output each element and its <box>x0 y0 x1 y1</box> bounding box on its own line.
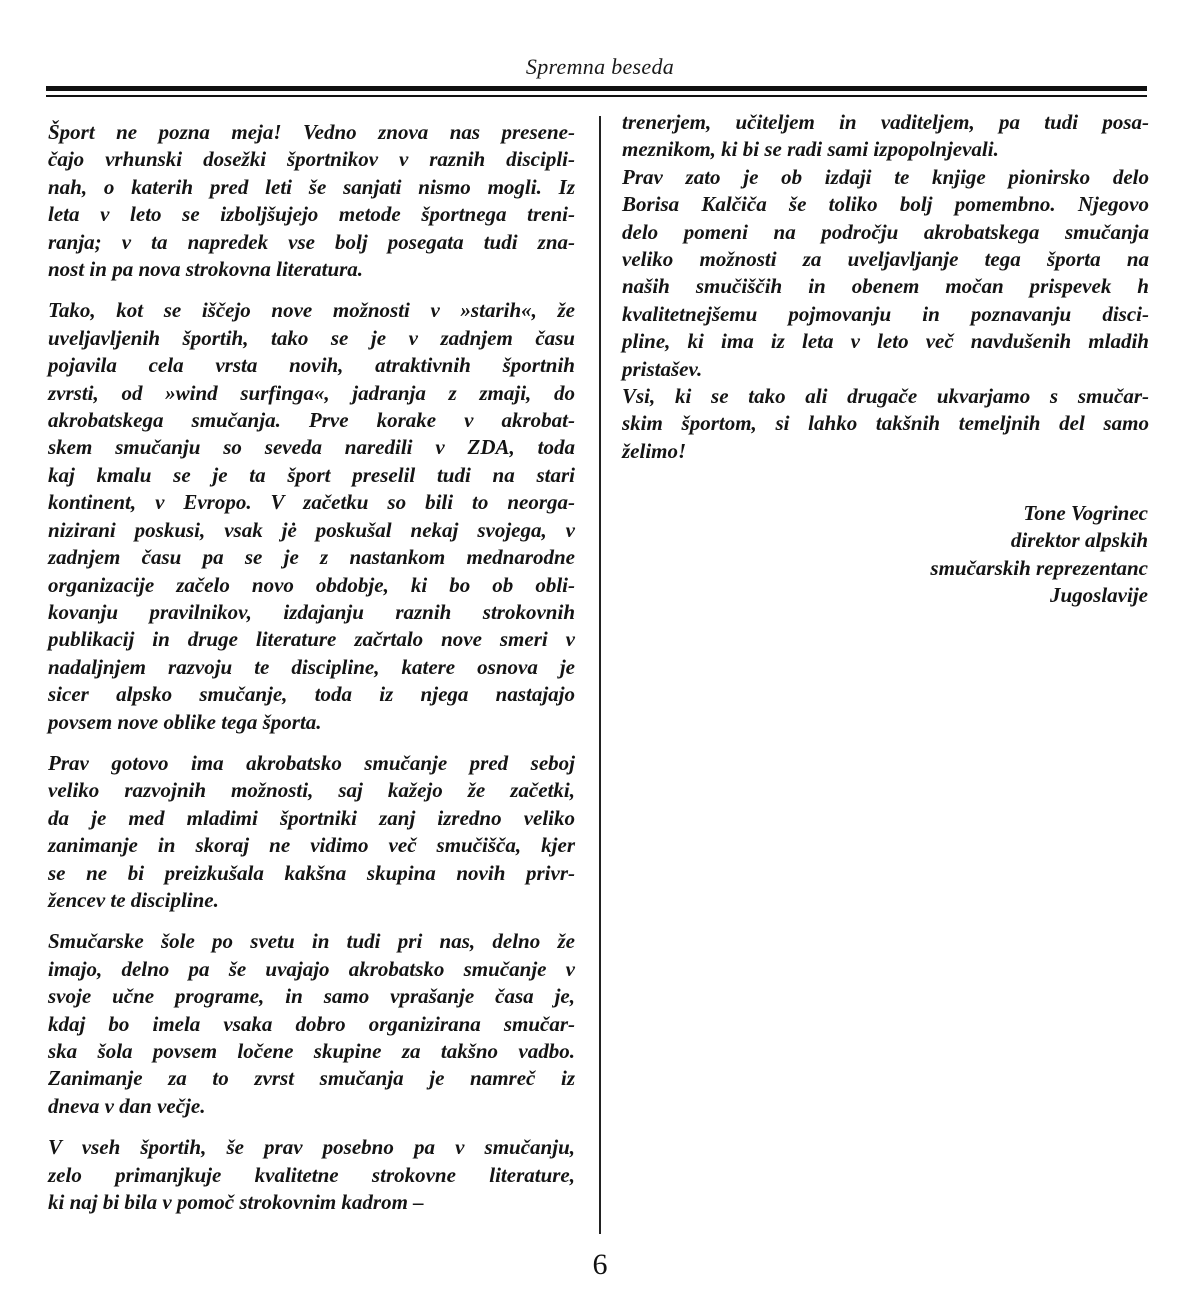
text-line: uveljavljenih športih, tako se je v zadnjem času <box>48 325 575 350</box>
text-line: žencev te discipline. <box>48 887 219 912</box>
text-line: veliko možnosti za uveljavljanje tega športa na <box>622 247 1149 272</box>
text-line: Zanimanje za to zvrst smučanja je namreč iz <box>48 1066 575 1091</box>
text-line: meznikom, ki bi se radi sami izpopolnjevali. <box>622 137 999 162</box>
paragraph <box>48 119 575 283</box>
paragraph <box>48 928 575 1120</box>
left-column <box>48 119 575 1216</box>
text-line: naših smučiščih in obenem močan prispevek h <box>622 274 1149 299</box>
paragraph-gap <box>48 736 575 750</box>
text-line: kaj kmalu se je ta šport preselil tudi na stari <box>48 462 575 487</box>
paragraph <box>48 750 575 914</box>
text-line: čajo vrhunski dosežki športnikov v raznih discipli- <box>48 147 575 172</box>
paragraph <box>622 109 1149 164</box>
text-line: Prav gotovo ima akrobatsko smučanje pred seboj <box>48 750 575 775</box>
text-line: pline, ki ima iz leta v leto več navdušenih mladih <box>622 329 1149 354</box>
text-line: kovanju pravilnikov, izdajanju raznih strokovnih <box>48 599 575 624</box>
signature-title-line-3: Jugoslavije <box>1050 583 1148 608</box>
text-line: Vsi, ki se tako ali drugače ukvarjamo s smučar- <box>622 384 1149 409</box>
text-line: nost in pa nova strokovna literatura. <box>48 257 364 282</box>
paragraph <box>622 164 1149 383</box>
page-number: 6 <box>592 1248 608 1281</box>
running-header: Spremna beseda <box>525 54 675 79</box>
paragraph-gap <box>48 283 575 297</box>
column-divider <box>599 116 601 1234</box>
text-line: ranja; v ta napredek vse bolj posegata tudi zna- <box>48 229 575 254</box>
text-line: kdaj bo imela vsaka dobro organizirana smučar- <box>48 1011 575 1036</box>
text-line: ki naj bi bila v pomoč strokovnim kadrom – <box>48 1190 424 1215</box>
signature-title-line-1: direktor alpskih <box>1010 528 1148 553</box>
text-line: veliko razvojnih možnosti, saj kažejo že začetki, <box>48 778 575 803</box>
text-line: publikacij in druge literature začrtalo nove smeri v <box>48 627 575 652</box>
paragraph <box>622 383 1149 465</box>
text-line: skem smučanju so seveda naredili v ZDA, toda <box>48 435 575 460</box>
text-line: skim športom, si lahko takšnih temeljnih del samo <box>622 411 1149 436</box>
paragraph-gap <box>48 1120 575 1134</box>
text-line: Tako, kot se iščejo nove možnosti v »starih«, že <box>48 298 575 323</box>
text-line: da je med mladimi športniki zanj izredno veliko <box>48 805 575 830</box>
text-line: ska šola povsem ločene skupine za takšno vadbo. <box>48 1039 575 1063</box>
text-line: leta v leto se izboljšujejo metode športnega treni- <box>48 202 575 227</box>
text-line: povsem nove oblike tega športa. <box>48 709 322 734</box>
paragraph <box>48 297 575 736</box>
right-column <box>622 109 1149 465</box>
text-line: nizirani poskusi, vsak jė poskušal nekaj svojega, v <box>48 517 575 542</box>
text-line: svoje učne programe, in samo vprašanje časa je, <box>48 984 575 1009</box>
paragraph <box>48 1134 575 1216</box>
text-line: nah, o katerih pred leti še sanjati nismo mogli. Iz <box>48 174 575 199</box>
text-line: trenerjem, učiteljem in vaditeljem, pa tudi posa- <box>622 110 1149 134</box>
text-line: kontinent, v Evropo. V začetku so bili to neorga- <box>48 490 575 515</box>
text-line: Smučarske šole po svetu in tudi pri nas, delno že <box>48 929 575 954</box>
text-line: zanimanje in skoraj ne vidimo več smučišča, kjer <box>48 833 575 858</box>
paragraph-gap <box>48 914 575 928</box>
text-line: Prav zato je ob izdaji te knjige pionirsko delo <box>622 164 1149 189</box>
text-line: akrobatskega smučanja. Prve korake v akrobat- <box>48 408 575 433</box>
text-line: dneva v dan večje. <box>48 1093 206 1118</box>
text-line: V vseh športih, še prav posebno pa v smučanju, <box>48 1135 575 1160</box>
text-line: zelo primanjkuje kvalitetne strokovne literature, <box>48 1162 575 1187</box>
text-line: sicer alpsko smučanje, toda iz njega nastajajo <box>48 682 575 707</box>
signature-title-line-2: smučarskih reprezentanc <box>930 555 1148 580</box>
text-line: delo pomeni na področju akrobatskega smučanja <box>622 219 1149 244</box>
text-line: nadaljnjem razvoju te discipline, katere osnova je <box>48 654 575 679</box>
signature-block <box>930 500 1148 610</box>
text-line: organizacije začelo novo obdobje, ki bo ob obli- <box>48 572 575 597</box>
header-rule-thick <box>46 86 1147 91</box>
text-line: zadnjem času pa se je z nastankom mednarodne <box>48 545 575 570</box>
signature-name: Tone Vogrinec <box>1023 501 1148 525</box>
text-line: se ne bi preizkušala kakšna skupina novih privr- <box>48 860 575 885</box>
text-line: imajo, delno pa še uvajajo akrobatsko smučanje v <box>48 956 575 981</box>
text-line: pojavila cela vrsta novih, atraktivnih športnih <box>48 353 575 378</box>
header-rule-thin <box>46 95 1147 97</box>
text-line: Borisa Kalčiča še toliko bolj pomembno. Njegovo <box>622 192 1149 217</box>
text-line: zvrsti, od »wind surfinga«, jadranja z zmaji, do <box>48 380 575 405</box>
text-line: Šport ne pozna meja! Vedno znova nas presene- <box>48 120 575 144</box>
text-line: kvalitetnejšemu pojmovanju in poznavanju disci- <box>622 301 1149 326</box>
text-line: želimo! <box>622 438 687 463</box>
text-line: pristašev. <box>622 356 703 381</box>
